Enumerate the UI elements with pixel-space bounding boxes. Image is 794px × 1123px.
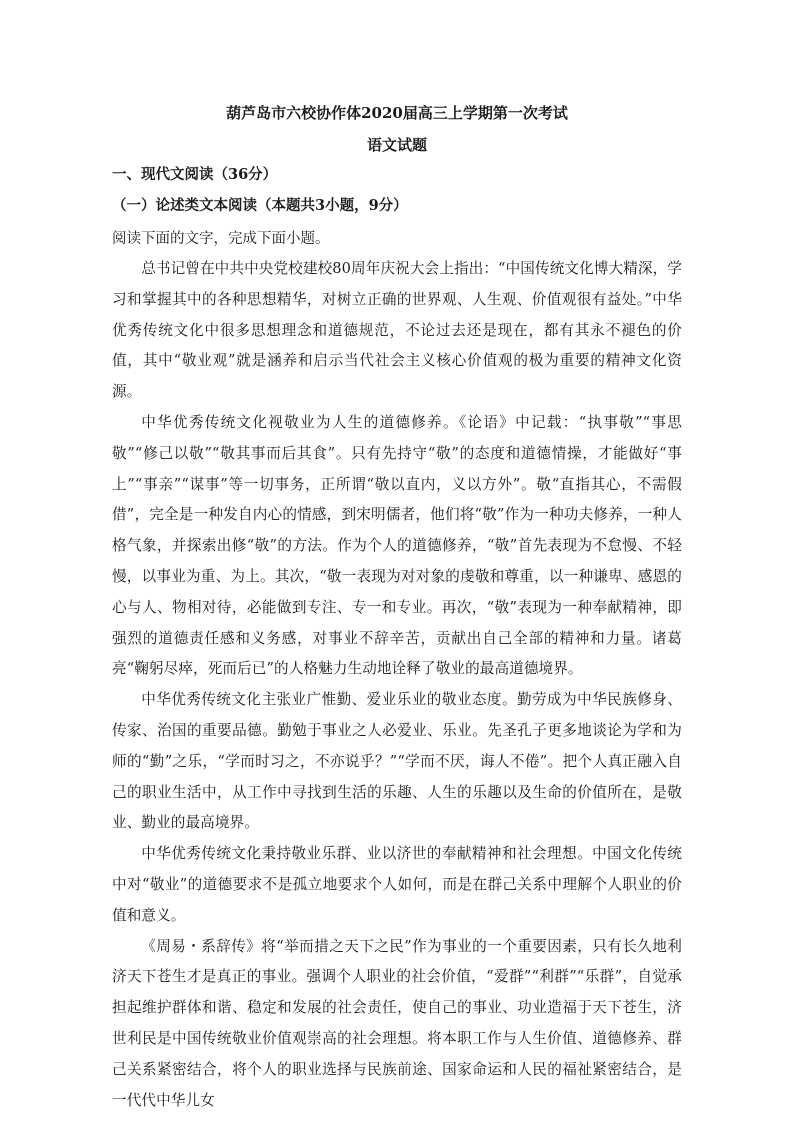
- passage-paragraph-1: 总书记曾在中共中央党校建校80周年庆祝大会上指出：“中国传统文化博大精深，学习和掌握其中的各种思想精华，对树立正确的世界观、人生观、价值观很有益处。”中华优秀传统文化中很多思想理念和道德规范，不论过去还是现在，都有其永不褪色的价值，其中“敬业观”就是涵养和启示当代社会主义核心价值观的极为重要的精神文化资源。: [112, 260, 682, 401]
- subsection-heading: （一）论述类文本阅读（本题共3小题，9分）: [112, 197, 408, 214]
- passage-paragraph-5: 《周易・系辞传》将“举而措之天下之民”作为事业的一个重要因素，只有长久地利济天下苍生才是真正的事业。强调个人职业的社会价值，“爱群”“利群”“乐群”，自觉承担起维护群体和谐、稳定和发展的社会责任，使自己的事业、功业造福于天下苍生，济世利民是中国传统敬业价值观崇高的社会理想。将本职工作与人生价值、道德修养、群己关系紧密结合，将个人的职业选择与民族前途、国家命运和人民的福祉紧密结合，是一代代中华儿女: [112, 937, 682, 1109]
- passage-paragraph-2: 中华优秀传统文化视敬业为人生的道德修养。《论语》中记载：“执事敬”“事思敬”“修己以敬”“敬其事而后其食”。只有先持守“敬”的态度和道德情操，才能做好“事上”“事亲”“谋事”等一切事务，正所谓“敬以直内，义以方外”。敬“直指其心，不需假借”，完全是一种发自内心的情感，到宋明儒者，他们将“敬”作为一种功夫修养，一种人格气象，并探索出修“敬”的方法。作为个人的道德修养，“敬”首先表现为不怠慢、不轻慢，以事业为重、为上。其次，“敬一表现为对对象的虔敬和尊重，以一种谦卑、感恩的心与人、物相对待，必能做到专注、专一和专业。再次，“敬”表现为一种奉献精神，即强烈的道德责任感和义务感，对事业不辞辛苦，贡献出自己全部的精神和力量。诸葛亮“鞠躬尽瘁，死而后已”的人格魅力生动地诠释了敬业的最高道德境界。: [112, 413, 682, 678]
- document-subtitle: 语文试题: [366, 136, 427, 154]
- reading-instruction: 阅读下面的文字，完成下面小题。: [112, 231, 330, 247]
- passage-paragraph-4: 中华优秀传统文化秉持敬业乐群、业以济世的奉献精神和社会理想。中国文化传统中对“敬业”的道德要求不是孤立地要求个人如何，而是在群己关系中理解个人职业的价值和意义。: [112, 845, 682, 924]
- section-heading: 一、现代文阅读（36分）: [112, 166, 278, 183]
- passage-body: [112, 254, 682, 1109]
- passage-paragraph-3: 中华优秀传统文化主张业广惟勤、爱业乐业的敬业态度。勤劳成为中华民族修身、传家、治国的重要品德。勤勉于事业之人必爱业、乐业。先圣孔子更多地谈论为学和为师的“勤”之乐，“学而时习之，不亦说乎？”“学而不厌，诲人不倦”。把个人真正融入自己的职业生活中，从工作中寻找到生活的乐趣、人生的乐趣以及生命的价值所在，是敬业、勤业的最高境界。: [112, 691, 682, 832]
- document-title: 葫芦岛市六校协作体2020届高三上学期第一次考试: [226, 104, 568, 122]
